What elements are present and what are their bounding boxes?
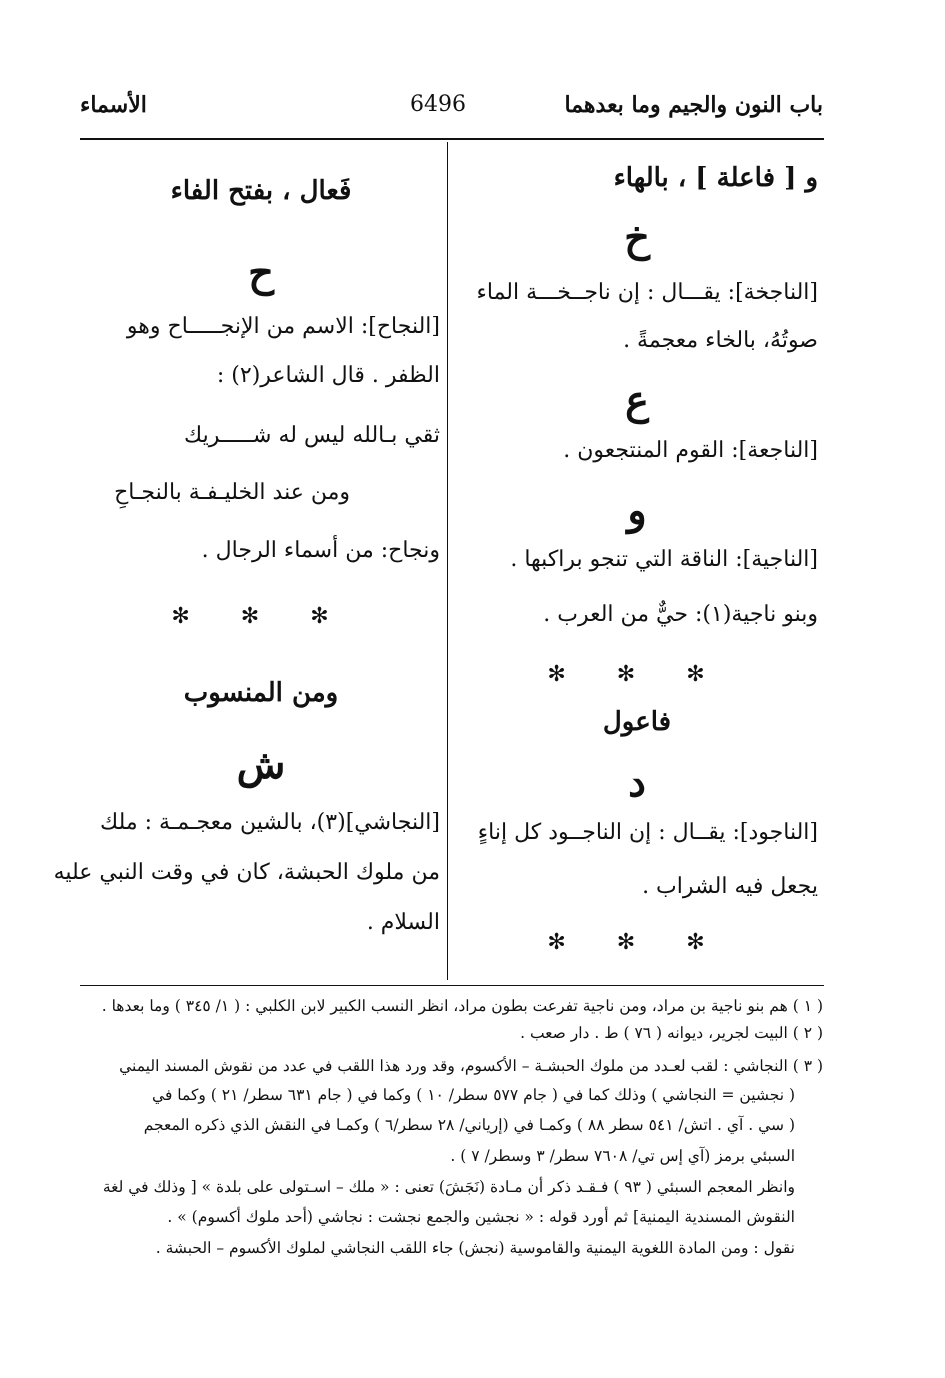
entry-bano-najiya: وبنو ناجية(١): حيٌّ من العرب . xyxy=(543,602,818,627)
section-divider-stars: ✻ ✻ ✻ xyxy=(547,662,727,687)
verse-line1: ثقي بـالله ليس له شـــــريك xyxy=(184,423,440,448)
footnote: ( سي . آي . اتش/ ٥٤١ سطر ٨٨ ) وكمـا في (إرياني/ ٢٨ سطر/٦ ) وكمـا في النقش الذي ذكره المعجم xyxy=(143,1116,795,1134)
verse-line2: ومن عند الخليـفـة بالنجـاحِ xyxy=(114,480,350,505)
letter-kha: خ xyxy=(624,214,650,261)
entry-najia: [الناجعة]: القوم المنتجعون . xyxy=(563,438,818,463)
entry-najashi-line1: [النجاشي](٣)، بالشين معجـمـة : ملك xyxy=(100,810,440,835)
section-title: الأسماء xyxy=(80,92,147,118)
footnote: وانظر المعجم السبئي ( ٩٣ ) فـقـد ذكر أن مـادة (نَجَشَ) تعنى : « ملك – اسـتولى على بلدة » [ وذلك في لغة xyxy=(102,1178,795,1196)
letter-dal: د xyxy=(628,759,646,806)
footnote: ( ٣ ) النجاشي : لقب لعـدد من ملوك الحبشـة – الأكسوم، وقد ورد هذا اللقب في عدد من نقوش المسند اليمني xyxy=(119,1057,823,1075)
letter-ayn: ع xyxy=(625,377,649,424)
entry-najud-line2: يجعل فيه الشراب . xyxy=(642,874,818,899)
heading-faila: و [ فاعلة ] ، بالهاء xyxy=(613,163,818,193)
heading-faal: فَعال ، بفتح الفاء xyxy=(170,176,352,206)
column-divider xyxy=(447,142,448,980)
footnote: النقوش المسندية اليمنية] ثم أورد قوله : « نجشين والجمع نجشت : نجاشي (أحد ملوك أكسوم) » . xyxy=(167,1208,795,1226)
footnote-rule xyxy=(80,985,824,986)
letter-waw: و xyxy=(627,487,647,534)
entry-najiya: [الناجية]: الناقة التي تنجو براكبها . xyxy=(510,547,818,572)
letter-ha: ح xyxy=(248,249,274,296)
footnote: السبئي برمز (آي إس تي/ ٧٦٠٨ سطر/ ٣ وسطر/ ٧ ) . xyxy=(450,1147,795,1165)
footnote: نقول : ومن المادة اللغوية اليمنية والقاموسية (نجش) جاء اللقب النجاشي لملوك الأكسوم – الحبشة . xyxy=(155,1239,795,1257)
entry-najud-line1: [الناجود]: يقــال : إن الناجــود كل إناءٍ xyxy=(477,820,818,845)
page-number: 6496 xyxy=(410,92,466,117)
left-column xyxy=(53,0,440,980)
entry-najashi-line3: السلام . xyxy=(366,910,440,935)
entry-najah-line2: الظفر . قال الشاعر(٢) : xyxy=(216,363,440,388)
letter-shin: ش xyxy=(236,741,286,788)
right-column xyxy=(456,0,818,980)
entry-najashi-line2: من ملوك الحبشة، كان في وقت النبي عليه xyxy=(53,860,440,885)
section-divider-stars: ✻ ✻ ✻ xyxy=(171,604,351,629)
footnote: ( ١ ) هم بنو ناجية بن مراد، ومن ناجية تفرعت بطون مراد، انظر النسب الكبير لابن الكلبي : ( ١/ ٣٤٥ ) وما بعدها . xyxy=(101,997,823,1015)
entry-najikha-line1: [الناجخة]: يقـــال : إن ناجــخـــة الماء xyxy=(476,280,818,305)
entry-najah-line1: [النجاح]: الاسم من الإنجـــــاح وهو xyxy=(126,314,440,339)
section-divider-stars: ✻ ✻ ✻ xyxy=(547,930,727,955)
footnote: ( ٢ ) البيت لجرير، ديوانه ( ٧٦ ) ط . دار صعب . xyxy=(520,1024,823,1042)
chapter-title: باب النون والجيم وما بعدهما xyxy=(564,92,823,118)
heading-mansub: ومن المنسوب xyxy=(183,678,339,708)
entry-najikha-line2: صوتُهُ، بالخاء معجمةً . xyxy=(623,328,818,353)
entry-nijah: ونجاح: من أسماء الرجال . xyxy=(201,538,440,563)
heading-faoul: فاعول xyxy=(602,707,672,737)
footnote: ( نجشين = النجاشي ) وذلك كما في ( جام ٥٧٧ سطر/ ١٠ ) وكما في ( جام ٦٣١ سطر/ ٢١ ) وكما في xyxy=(152,1086,795,1104)
